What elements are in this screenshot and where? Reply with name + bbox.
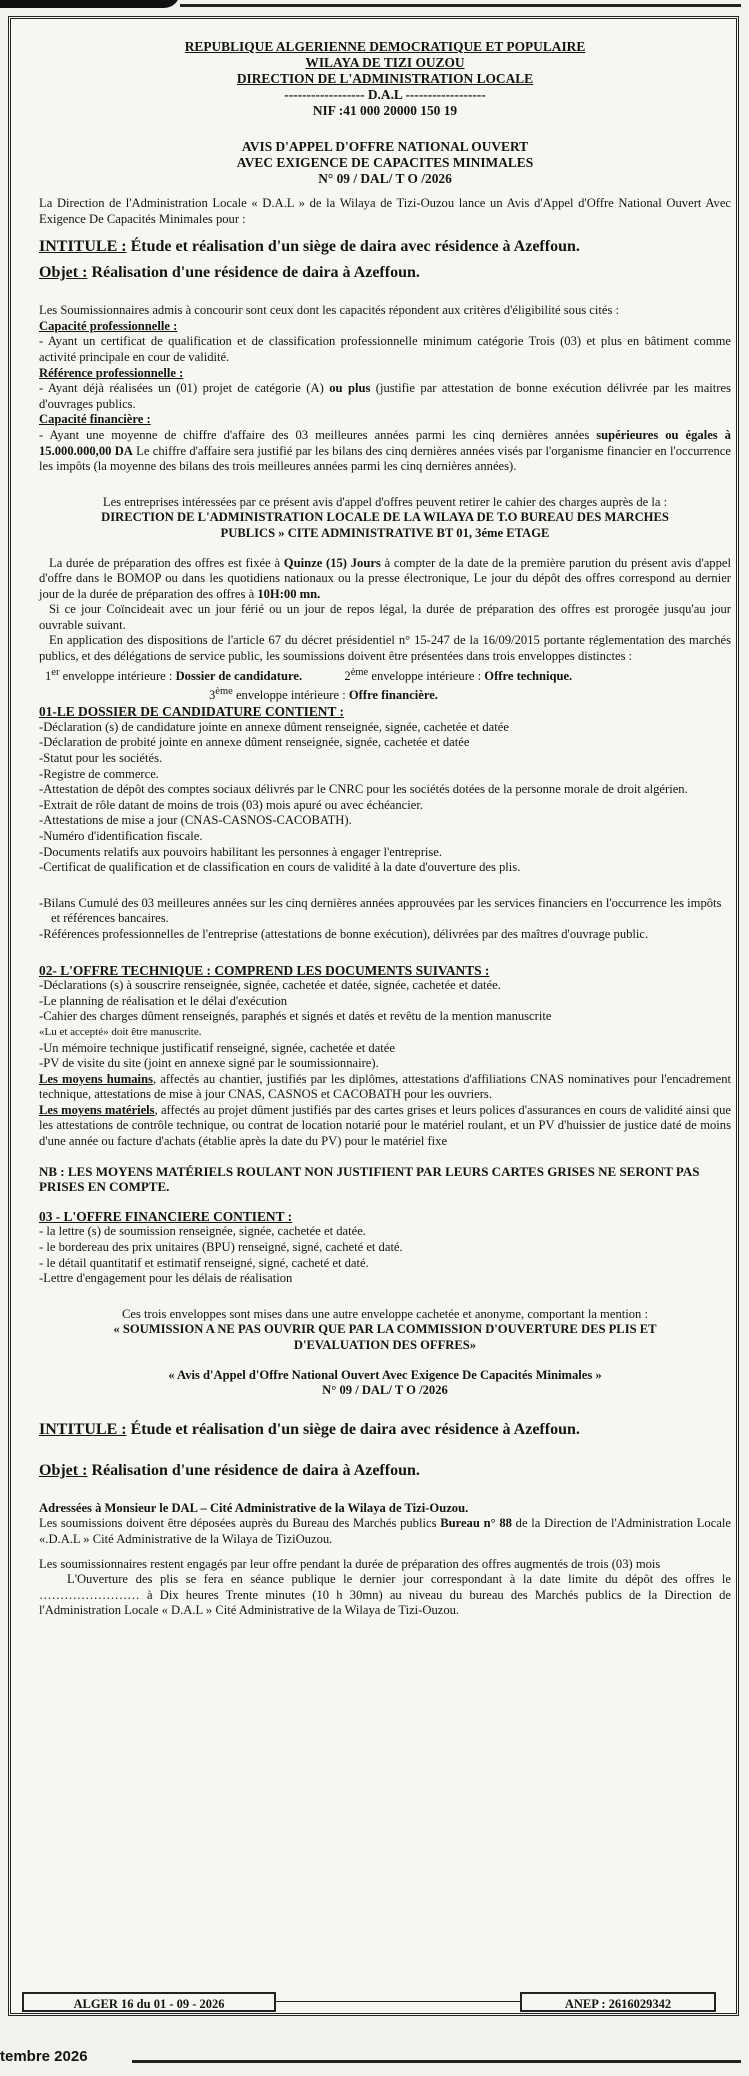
- technique-list: [39, 978, 731, 1072]
- retrait-line3: PUBLICS » CITE ADMINISTRATIVE BT 01, 3éme ETAGE: [220, 525, 550, 540]
- closing-depot: Les soumissions doivent être déposées auprès du Bureau des Marchés publics Bureau n° 88 de la Direction de l'Administration Locale «.D.A.L » Cité Administrative de la Wilaya de TiziOuzou.: [39, 1516, 731, 1546]
- fin-capacity-text: - Ayant une moyenne de chiffre d'affaire des 03 meilleures années parmi les cinq dernières années supérieures ou égales à 15.000.000,00 DA Le chiffre d'affaire sera justifié par les bilans des cinq dernières années visés par l'organisme financier en l'occurrence les impôts (la moyenne des bilans des trois meilleures années parmi les cinq dernières années).: [39, 427, 731, 474]
- bottom-rule: [132, 2060, 741, 2063]
- retrait-line1: Les entreprises intéressées par ce présent avis d'appel d'offres peuvent retirer le cahier des charges auprès de la :: [102, 494, 668, 509]
- list-item: -Extrait de rôle datant de moins de trois (03) mois apuré ou avec échéancier.: [39, 797, 423, 812]
- jour-ferie-paragraph: Si ce jour Coïncideait avec un jour férié ou un jour de repos légal, la durée de préparation des offres est prorogée jusqu'au jour ouvrable suivant.: [39, 602, 731, 632]
- enveloppes-line2: 3ème enveloppe intérieure : Offre financière.: [209, 686, 438, 703]
- list-item: -Le planning de réalisation et le délai d'exécution: [39, 993, 288, 1008]
- mention-avis: « Avis d'Appel d'Offre National Ouvert Avec Exigence De Capacités Minimales »: [168, 1367, 602, 1382]
- list-item: -Numéro d'identification fiscale.: [39, 828, 203, 843]
- prof-reference-text: - Ayant déjà réalisées un (01) projet de catégorie (A) ou plus (justifie par attestation de bonne exécution délivrée par les maitres d'ouvrages publics.: [39, 381, 731, 411]
- prof-capacity-title: Capacité professionnelle :: [39, 318, 178, 333]
- objet: Objet : Réalisation d'une résidence de daira à Azeffoun.: [39, 264, 420, 282]
- notice-content: [39, 39, 731, 1619]
- technique-title: 02- L'OFFRE TECHNIQUE : COMPREND LES DOCUMENTS SUIVANTS :: [39, 962, 490, 978]
- top-rule: [180, 4, 741, 7]
- eligibility-intro: Les Soumissionnaires admis à concourir sont ceux dont les capacités répondent aux critères d'éligibilité sous cités :: [39, 303, 620, 318]
- objet-repeat: Objet : Réalisation d'une résidence de daira à Azeffoun.: [39, 1461, 420, 1479]
- intro-paragraph: La Direction de l'Administration Locale « D.A.L » de la Wilaya de Tizi-Ouzou lance un Avis d'Appel d'Offre National Ouvert Avec Exigence De Capacités Minimales pour :: [39, 196, 731, 226]
- article-67-paragraph: En application des dispositions de l'article 67 du décret présidentiel n° 15-247 de la 16/09/2015 portante réglementation des marchés publics, et des délégations de service public, les soumissions doivent être présentées dans trois enveloppes distinctes :: [39, 633, 731, 664]
- list-item: «Lu et accepté» doit être manuscrite.: [39, 1025, 202, 1038]
- direction-header: DIRECTION DE L'ADMINISTRATION LOCALE: [236, 71, 534, 86]
- list-item: -Un mémoire technique justificatif renseigné, signée, cachetée et datée: [39, 1040, 395, 1055]
- list-item: -Références professionnelles de l'entreprise (attestations de bonne exécution), délivrées par des maîtres d'ouvrage public.: [39, 926, 649, 941]
- moyens-humains: Les moyens humains, affectés au chantier, justifiés par les diplômes, attestations d'affiliations CNAS nominatives pour l'encadrement technique, attestations de mise à jour CNAS, CASNOS et CACOBATH pour les ouvriers.: [39, 1071, 731, 1102]
- nb-notice: NB : LES MOYENS MATÉRIELS ROULANT NON JUSTIFIENT PAR LEURS CARTES GRISES NE SERONT PAS PRISES EN COMPTE.: [39, 1163, 700, 1195]
- financiere-title: 03 - L'OFFRE FINANCIERE CONTIENT :: [39, 1208, 293, 1224]
- closing-address: Adressées à Monsieur le DAL – Cité Administrative de la Wilaya de Tizi-Ouzou.: [39, 1500, 469, 1515]
- closing-engagement: Les soumissionnaires restent engagés par leur offre pendant la durée de préparation des offres augmentés de trois (03) mois: [39, 1556, 661, 1571]
- list-item: -Déclaration de probité jointe en annexe dûment renseignée, signée, cachetée et datée: [39, 735, 470, 750]
- footer-location-date: ALGER 16 du 01 - 09 - 2026: [22, 1992, 276, 2012]
- list-item: -Bilans Cumulé des 03 meilleures années sur les cinq dernières années approuvées par les services financiers en l'occurrence les impôts et références bancaires.: [39, 895, 722, 926]
- list-item: - la lettre (s) de soumission renseignée, signée, cachetée et datée.: [39, 1224, 366, 1239]
- list-item: -Cahier des charges dûment renseignés, paraphés et signés et datés et revêtu de la mention manuscrite: [39, 1009, 552, 1024]
- financiere-list: [39, 1224, 731, 1286]
- intitule-repeat: INTITULE : Étude et réalisation d'un siège de daira avec résidence à Azeffoun.: [39, 1420, 580, 1438]
- wilaya-header: WILAYA DE TIZI OUZOU: [305, 55, 465, 70]
- republic-header: REPUBLIQUE ALGERIENNE DEMOCRATIQUE ET POPULAIRE: [184, 39, 586, 54]
- list-item: -Statut pour les sociétés.: [39, 751, 163, 765]
- mention-evaluation: D'EVALUATION DES OFFRES»: [293, 1338, 477, 1352]
- closing-ouverture: L'Ouverture des plis se fera en séance publique le dernier jour correspondant à la date limite du dépôt des offres le …………………… à Dix heures Trente minutes (10 h 30mn) au niveau du bureau des Marchés publics de la Direction de l'Administration Locale « D.A.L » Cité Administrative de la Wilaya de Tizi-Ouzou.: [39, 1572, 731, 1618]
- list-item: -Déclarations (s) à souscrire renseignée, signée, cachetée et datée, signée, cachetée et datée.: [39, 978, 501, 993]
- list-item: -Déclaration (s) de candidature jointe en annexe dûment renseignée, signée, cachetée et datée: [39, 719, 509, 734]
- list-item: -Attestations de mise a jour (CNAS-CASNOS-CACOBATH).: [39, 813, 352, 828]
- moyens-materiels: Les moyens matériels, affectés au projet dûment justifiés par des cartes grises et leurs polices d'assurances en cours de validité ainsi que les attestations de contrôle technique, ou contrat de location notarié pour le matériel roulant, et un PV d'huissier de justice daté de moins d'une année ou facture d'achats (établie après la date du PV) pour le matériel fixe: [39, 1102, 731, 1149]
- list-item: -Attestation de dépôt des comptes sociaux délivrés par le CNRC pour les sociétés dotées de la personne morale de droit algérien.: [39, 782, 688, 797]
- footer-issue-date: tembre 2026: [0, 2048, 88, 2065]
- enveloppes-line1: 1er enveloppe intérieure : Dossier de candidature. 2ème enveloppe intérieure : Offre technique.: [45, 666, 573, 683]
- avis-title-line1: AVIS D'APPEL D'OFFRE NATIONAL OUVERT: [241, 139, 529, 154]
- intitule: INTITULE : Étude et réalisation d'un siège de daira avec résidence à Azeffoun.: [39, 238, 580, 256]
- list-item: -Lettre d'engagement pour les délais de réalisation: [39, 1271, 293, 1286]
- list-item: - le bordereau des prix unitaires (BPU) renseigné, signé, cacheté et daté.: [39, 1240, 403, 1255]
- duree-paragraph: La durée de préparation des offres est fixée à Quinze (15) Jours à compter de la date de la première parution du présent avis d'appel d'offre dans le BOMOP ou dans les quotidiens nationaux ou la presse électronique, Le jour du dépôt des offres correspond au dernier jour de la durée de préparation des offres à 10H:00 mn.: [39, 555, 731, 601]
- list-item: -Documents relatifs aux pouvoirs habilitant les personnes à engager l'entreprise.: [39, 844, 443, 859]
- avis-title-line2: AVEC EXIGENCE DE CAPACITES MINIMALES: [236, 155, 534, 170]
- fin-capacity-title: Capacité financière :: [39, 412, 151, 427]
- list-item: -Registre de commerce.: [39, 766, 159, 781]
- footer-rule: [276, 2001, 520, 2002]
- footer-anep: ANEP : 2616029342: [520, 1992, 716, 2012]
- mention-numero: N° 09 / DAL/ T O /2026: [322, 1383, 448, 1398]
- prof-capacity-text: - Ayant un certificat de qualification et de classification professionnelle minimum catégorie Trois (03) et plus en bâtiment comme activité principale en cour de validité.: [39, 334, 731, 364]
- dal-header: ------------------ D.A.L ------------------: [284, 87, 486, 102]
- dossier-list: [39, 720, 731, 876]
- prof-reference-title: Référence professionnelle :: [39, 365, 184, 380]
- list-item: -Certificat de qualification et de classification en cours de validité à la date d'ouverture des plis.: [39, 860, 521, 875]
- list-item: -PV de visite du site (joint en annexe signé par le soumissionnaire).: [39, 1056, 379, 1071]
- mention-intro: Ces trois enveloppes sont mises dans une autre enveloppe cachetée et anonyme, comportant la mention :: [122, 1306, 648, 1321]
- top-decorative-tab: [0, 0, 180, 8]
- avis-numero: N° 09 / DAL/ T O /2026: [318, 171, 452, 186]
- dossier-list-2: [39, 896, 731, 943]
- nif-header: NIF :41 000 20000 150 19: [312, 103, 458, 118]
- notice-frame: [8, 16, 739, 2016]
- retrait-line2: DIRECTION DE L'ADMINISTRATION LOCALE DE LA WILAYA DE T.O BUREAU DES MARCHES: [101, 510, 669, 525]
- dossier-title: 01-LE DOSSIER DE CANDIDATURE CONTIENT :: [39, 704, 344, 720]
- list-item: - le détail quantitatif et estimatif renseigné, signé, cacheté et daté.: [39, 1255, 369, 1270]
- mention-soumission: « SOUMISSION A NE PAS OUVRIR QUE PAR LA COMMISSION D'OUVERTURE DES PLIS ET: [113, 1322, 657, 1337]
